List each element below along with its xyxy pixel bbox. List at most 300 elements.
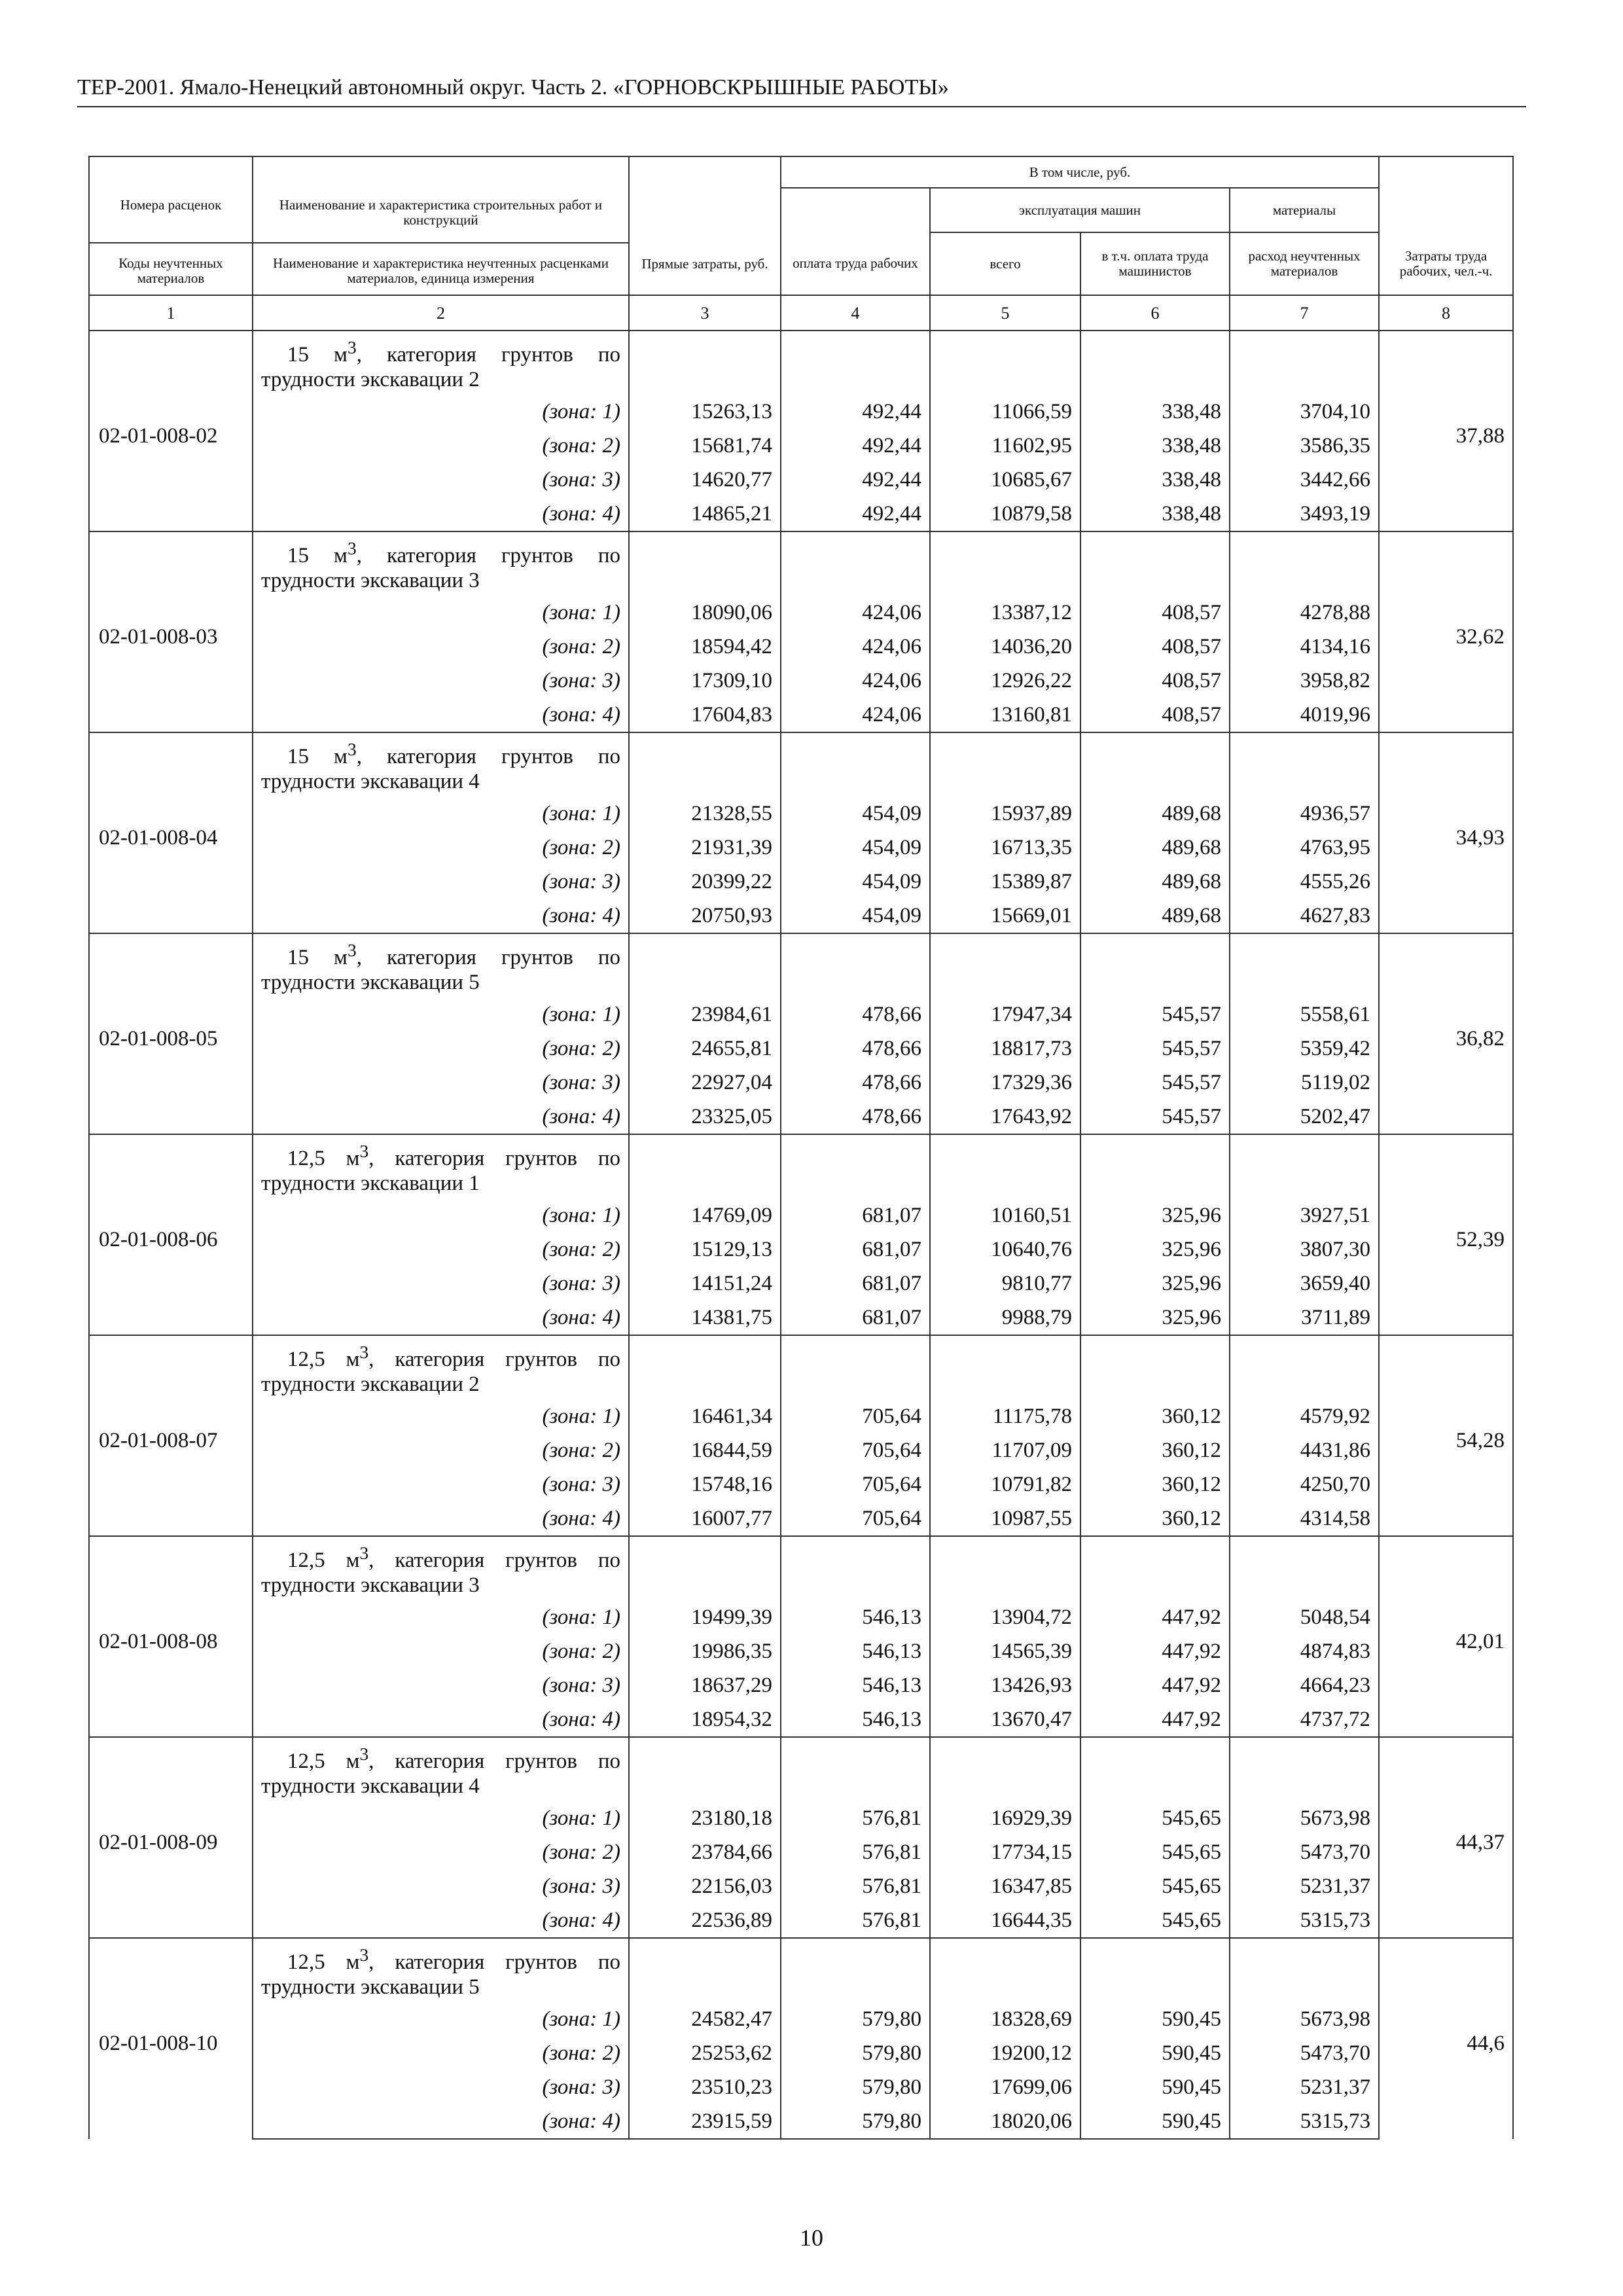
- worker-pay-value: 454,09: [781, 797, 930, 831]
- empty-cell: [1230, 1536, 1379, 1600]
- direct-costs-value: 17604,83: [629, 698, 781, 732]
- zone-row: [89, 2104, 1513, 2139]
- rate-name-text: [261, 1342, 621, 1396]
- operator-pay-value: 545,57: [1080, 1066, 1230, 1100]
- rate-name-volume: 12,5 м: [287, 1348, 360, 1371]
- direct-costs-value: 23180,18: [629, 1801, 781, 1835]
- rate-name-description: , категория грунтов по трудности экскавации 5: [261, 946, 621, 994]
- machines-total-value: 10160,51: [930, 1198, 1080, 1232]
- zone-row: [89, 1198, 1513, 1232]
- machines-total-value: 15669,01: [930, 899, 1080, 933]
- materials-value: 5231,37: [1230, 1869, 1379, 1903]
- zone-row: [89, 664, 1513, 698]
- rate-name: [253, 1737, 629, 1801]
- column-number: 8: [1379, 295, 1513, 331]
- rate-name: [253, 933, 629, 997]
- zone-row: [89, 1031, 1513, 1066]
- machines-total-value: 17643,92: [930, 1100, 1080, 1134]
- worker-pay-value: 705,64: [781, 1501, 930, 1536]
- rate-name-volume: 12,5 м: [287, 1749, 360, 1773]
- worker-pay-value: 681,07: [781, 1266, 930, 1300]
- empty-cell: [781, 732, 930, 797]
- labor-cost: 54,28: [1379, 1335, 1513, 1536]
- zone-label: (зона: 4): [253, 899, 629, 933]
- zone-row: [89, 1600, 1513, 1634]
- direct-costs-value: 21328,55: [629, 797, 781, 831]
- rate-name-superscript: 3: [347, 337, 357, 357]
- zone-label: (зона: 3): [253, 463, 629, 497]
- materials-value: 4019,96: [1230, 698, 1379, 732]
- worker-pay-value: 576,81: [781, 1835, 930, 1869]
- zone-label: (зона: 4): [253, 1300, 629, 1335]
- operator-pay-value: 489,68: [1080, 865, 1230, 899]
- direct-costs-value: 25253,62: [629, 2036, 781, 2070]
- worker-pay-value: 478,66: [781, 1031, 930, 1066]
- zone-row: [89, 865, 1513, 899]
- operator-pay-value: 545,65: [1080, 1869, 1230, 1903]
- zone-row: [89, 1100, 1513, 1134]
- materials-value: 3704,10: [1230, 395, 1379, 429]
- rate-title-row: [89, 331, 1513, 395]
- direct-costs-value: 21931,39: [629, 831, 781, 865]
- rate-name-volume: 15 м: [287, 946, 348, 969]
- rate-name-description: , категория грунтов по трудности экскавации 3: [261, 1549, 621, 1597]
- rate-name: [253, 331, 629, 395]
- rate-name-text: [261, 1945, 621, 1999]
- materials-value: 4763,95: [1230, 831, 1379, 865]
- operator-pay-value: 408,57: [1080, 596, 1230, 630]
- rate-name: [253, 1335, 629, 1399]
- zone-row: [89, 997, 1513, 1031]
- empty-cell: [1230, 1134, 1379, 1198]
- empty-cell: [629, 732, 781, 797]
- worker-pay-value: 478,66: [781, 1066, 930, 1100]
- worker-pay-value: 424,06: [781, 596, 930, 630]
- operator-pay-value: 447,92: [1080, 1702, 1230, 1737]
- empty-cell: [930, 933, 1080, 997]
- page-number: 10: [800, 2225, 823, 2251]
- zone-label: (зона: 1): [253, 1198, 629, 1232]
- direct-costs-value: 14620,77: [629, 463, 781, 497]
- operator-pay-value: 338,48: [1080, 497, 1230, 531]
- labor-cost: 52,39: [1379, 1134, 1513, 1335]
- rate-name-description: , категория грунтов по трудности экскавации 2: [261, 343, 621, 391]
- header-including: В том числе, руб.: [781, 156, 1379, 188]
- machines-total-value: 18817,73: [930, 1031, 1080, 1066]
- empty-cell: [781, 1536, 930, 1600]
- zone-label: (зона: 4): [253, 2104, 629, 2139]
- rate-name: [253, 1134, 629, 1198]
- machines-total-value: 14036,20: [930, 630, 1080, 664]
- empty-cell: [1230, 1335, 1379, 1399]
- machines-total-value: 17734,15: [930, 1835, 1080, 1869]
- direct-costs-value: 20750,93: [629, 899, 781, 933]
- zone-row: [89, 1801, 1513, 1835]
- header-worker-pay: оплата труда рабочих: [781, 188, 930, 295]
- zone-row: [89, 1501, 1513, 1536]
- machines-total-value: 16713,35: [930, 831, 1080, 865]
- page-header: ТЕР-2001. Ямало-Ненецкий автономный округ. Часть 2. «ГОРНОВСКРЫШНЫЕ РАБОТЫ»: [77, 75, 949, 99]
- machines-total-value: 12926,22: [930, 664, 1080, 698]
- rate-name-description: , категория грунтов по трудности экскавации 4: [261, 1749, 621, 1798]
- machines-total-value: 13904,72: [930, 1600, 1080, 1634]
- rate-name-superscript: 3: [359, 1744, 369, 1764]
- worker-pay-value: 478,66: [781, 997, 930, 1031]
- rate-name-text: [261, 538, 621, 592]
- operator-pay-value: 338,48: [1080, 429, 1230, 463]
- operator-pay-value: 590,45: [1080, 2070, 1230, 2104]
- operator-pay-value: 325,96: [1080, 1300, 1230, 1335]
- empty-cell: [1230, 331, 1379, 395]
- rate-group: [89, 531, 1513, 732]
- direct-costs-value: 14381,75: [629, 1300, 781, 1335]
- rate-code: 02-01-008-02: [89, 331, 253, 531]
- rate-name-description: , категория грунтов по трудности экскавации 4: [261, 745, 621, 793]
- zone-row: [89, 497, 1513, 531]
- zone-label: (зона: 1): [253, 1399, 629, 1433]
- materials-value: 5473,70: [1230, 1835, 1379, 1869]
- empty-cell: [930, 1335, 1080, 1399]
- worker-pay-value: 576,81: [781, 1869, 930, 1903]
- rate-code: 02-01-008-06: [89, 1134, 253, 1335]
- zone-label: (зона: 1): [253, 797, 629, 831]
- worker-pay-value: 546,13: [781, 1634, 930, 1668]
- materials-value: 3927,51: [1230, 1198, 1379, 1232]
- machines-total-value: 10640,76: [930, 1232, 1080, 1266]
- worker-pay-value: 424,06: [781, 698, 930, 732]
- worker-pay-value: 579,80: [781, 2002, 930, 2036]
- direct-costs-value: 23984,61: [629, 997, 781, 1031]
- materials-value: 4250,70: [1230, 1467, 1379, 1501]
- labor-cost: 44,6: [1379, 1938, 1513, 2139]
- operator-pay-value: 545,57: [1080, 1100, 1230, 1134]
- worker-pay-value: 454,09: [781, 831, 930, 865]
- worker-pay-value: 705,64: [781, 1467, 930, 1501]
- labor-cost: 44,37: [1379, 1737, 1513, 1938]
- column-number: 1: [89, 295, 253, 331]
- materials-value: 4555,26: [1230, 865, 1379, 899]
- machines-total-value: 16644,35: [930, 1903, 1080, 1938]
- zone-row: [89, 395, 1513, 429]
- worker-pay-value: 579,80: [781, 2070, 930, 2104]
- machines-total-value: 11707,09: [930, 1433, 1080, 1467]
- worker-pay-value: 579,80: [781, 2036, 930, 2070]
- rate-name-superscript: 3: [359, 1141, 369, 1161]
- operator-pay-value: 360,12: [1080, 1467, 1230, 1501]
- direct-costs-value: 15263,13: [629, 395, 781, 429]
- materials-value: 4874,83: [1230, 1634, 1379, 1668]
- zone-label: (зона: 1): [253, 395, 629, 429]
- direct-costs-value: 23510,23: [629, 2070, 781, 2104]
- zone-label: (зона: 1): [253, 1801, 629, 1835]
- rate-name-text: [261, 1141, 621, 1195]
- header-rate-numbers: Номера расценок: [120, 197, 222, 213]
- zone-row: [89, 1668, 1513, 1702]
- rate-code: 02-01-008-08: [89, 1536, 253, 1737]
- materials-value: 3586,35: [1230, 429, 1379, 463]
- header-operator-pay: в т.ч. оплата труда машинистов: [1080, 232, 1230, 295]
- zone-row: [89, 698, 1513, 732]
- zone-row: [89, 463, 1513, 497]
- zone-label: (зона: 2): [253, 1835, 629, 1869]
- rate-name-superscript: 3: [359, 1342, 369, 1362]
- rate-name-volume: 15 м: [287, 343, 348, 367]
- worker-pay-value: 492,44: [781, 497, 930, 531]
- empty-cell: [1230, 531, 1379, 596]
- machines-total-value: 15389,87: [930, 865, 1080, 899]
- column-number: 5: [930, 295, 1080, 331]
- rate-code: 02-01-008-03: [89, 531, 253, 732]
- machines-total-value: 18020,06: [930, 2104, 1080, 2139]
- empty-cell: [1080, 732, 1230, 797]
- materials-value: 4737,72: [1230, 1702, 1379, 1737]
- rate-name-description: , категория грунтов по трудности экскавации 5: [261, 1950, 621, 1999]
- machines-total-value: 10879,58: [930, 497, 1080, 531]
- machines-total-value: 19200,12: [930, 2036, 1080, 2070]
- column-number: 3: [629, 295, 781, 331]
- zone-row: [89, 1266, 1513, 1300]
- header-machines-total: всего: [930, 232, 1080, 295]
- rate-code: 02-01-008-05: [89, 933, 253, 1134]
- rate-title-row: [89, 732, 1513, 797]
- zone-label: (зона: 2): [253, 1031, 629, 1066]
- empty-cell: [1080, 331, 1230, 395]
- direct-costs-value: 18954,32: [629, 1702, 781, 1737]
- empty-cell: [1080, 1938, 1230, 2002]
- empty-cell: [1080, 1335, 1230, 1399]
- machines-total-value: 14565,39: [930, 1634, 1080, 1668]
- operator-pay-value: 447,92: [1080, 1600, 1230, 1634]
- worker-pay-value: 579,80: [781, 2104, 930, 2139]
- materials-value: 4314,58: [1230, 1501, 1379, 1536]
- machines-total-value: 13426,93: [930, 1668, 1080, 1702]
- header-unaccounted-materials: расход неучтенных материалов: [1230, 232, 1379, 295]
- direct-costs-value: 16844,59: [629, 1433, 781, 1467]
- machines-total-value: 11175,78: [930, 1399, 1080, 1433]
- worker-pay-value: 705,64: [781, 1433, 930, 1467]
- worker-pay-value: 681,07: [781, 1300, 930, 1335]
- rate-name: [253, 531, 629, 596]
- worker-pay-value: 492,44: [781, 395, 930, 429]
- worker-pay-value: 424,06: [781, 664, 930, 698]
- worker-pay-value: 681,07: [781, 1232, 930, 1266]
- rate-title-row: [89, 531, 1513, 596]
- materials-value: 3958,82: [1230, 664, 1379, 698]
- labor-cost: 32,62: [1379, 531, 1513, 732]
- zone-row: [89, 1869, 1513, 1903]
- operator-pay-value: 590,45: [1080, 2036, 1230, 2070]
- materials-value: 4579,92: [1230, 1399, 1379, 1433]
- column-number: 6: [1080, 295, 1230, 331]
- empty-cell: [1230, 732, 1379, 797]
- zone-row: [89, 1232, 1513, 1266]
- zone-label: (зона: 3): [253, 865, 629, 899]
- materials-value: 5231,37: [1230, 2070, 1379, 2104]
- operator-pay-value: 338,48: [1080, 395, 1230, 429]
- zone-label: (зона: 4): [253, 698, 629, 732]
- operator-pay-value: 545,65: [1080, 1835, 1230, 1869]
- materials-value: 4936,57: [1230, 797, 1379, 831]
- header-material-codes: Коды неучтенных материалов: [118, 255, 223, 286]
- header-work-name: Наименование и характеристика строительных работ и конструкций: [279, 197, 603, 228]
- zone-row: [89, 831, 1513, 865]
- materials-value: 3442,66: [1230, 463, 1379, 497]
- header-rule: [77, 106, 1526, 107]
- header-direct-costs: Прямые затраты, руб.: [629, 156, 781, 295]
- empty-cell: [1080, 1737, 1230, 1801]
- direct-costs-value: 18090,06: [629, 596, 781, 630]
- rate-group: [89, 1335, 1513, 1536]
- empty-cell: [781, 1737, 930, 1801]
- machines-total-value: 17947,34: [930, 997, 1080, 1031]
- materials-value: 4134,16: [1230, 630, 1379, 664]
- empty-cell: [781, 1134, 930, 1198]
- rate-name-superscript: 3: [347, 739, 357, 759]
- rate-title-row: [89, 1938, 1513, 2002]
- zone-row: [89, 797, 1513, 831]
- zone-row: [89, 2070, 1513, 2104]
- rate-name-superscript: 3: [359, 1945, 369, 1965]
- zone-row: [89, 1634, 1513, 1668]
- operator-pay-value: 408,57: [1080, 698, 1230, 732]
- zone-label: (зона: 3): [253, 1668, 629, 1702]
- direct-costs-value: 24582,47: [629, 2002, 781, 2036]
- empty-cell: [1080, 933, 1230, 997]
- direct-costs-value: 14769,09: [629, 1198, 781, 1232]
- rate-name: [253, 732, 629, 797]
- rate-title-row: [89, 1335, 1513, 1399]
- empty-cell: [1230, 1938, 1379, 2002]
- zone-row: [89, 2036, 1513, 2070]
- rate-name-text: [261, 1744, 621, 1798]
- machines-total-value: 13160,81: [930, 698, 1080, 732]
- zone-label: (зона: 3): [253, 1869, 629, 1903]
- rate-name-superscript: 3: [347, 940, 357, 960]
- empty-cell: [930, 531, 1080, 596]
- rate-code: 02-01-008-04: [89, 732, 253, 933]
- header-material-name: Наименование и характеристика неучтенных расценками материалов, единица измерения: [273, 255, 609, 286]
- zone-label: (зона: 2): [253, 1433, 629, 1467]
- machines-total-value: 9810,77: [930, 1266, 1080, 1300]
- zone-label: (зона: 4): [253, 1702, 629, 1737]
- header-rate-code-cell: [89, 156, 253, 295]
- empty-cell: [629, 1737, 781, 1801]
- materials-value: 5119,02: [1230, 1066, 1379, 1100]
- zone-row: [89, 429, 1513, 463]
- labor-cost: 42,01: [1379, 1536, 1513, 1737]
- direct-costs-value: 22927,04: [629, 1066, 781, 1100]
- rate-group: [89, 1536, 1513, 1737]
- zone-row: [89, 1835, 1513, 1869]
- operator-pay-value: 360,12: [1080, 1433, 1230, 1467]
- rates-table: [88, 156, 1514, 2140]
- zone-label: (зона: 1): [253, 596, 629, 630]
- rate-name-volume: 15 м: [287, 544, 348, 567]
- table-header: [89, 156, 1513, 331]
- machines-total-value: 17329,36: [930, 1066, 1080, 1100]
- materials-value: 5673,98: [1230, 2002, 1379, 2036]
- zone-label: (зона: 3): [253, 1467, 629, 1501]
- rate-code: 02-01-008-10: [89, 1938, 253, 2139]
- rate-title-row: [89, 933, 1513, 997]
- machines-total-value: 9988,79: [930, 1300, 1080, 1335]
- column-number: 4: [781, 295, 930, 331]
- empty-cell: [781, 1938, 930, 2002]
- materials-value: 5558,61: [1230, 997, 1379, 1031]
- rate-group: [89, 732, 1513, 933]
- materials-value: 5315,73: [1230, 1903, 1379, 1938]
- materials-value: 5359,42: [1230, 1031, 1379, 1066]
- header-divider: [253, 242, 628, 243]
- direct-costs-value: 15681,74: [629, 429, 781, 463]
- rate-group: [89, 331, 1513, 531]
- zone-label: (зона: 1): [253, 2002, 629, 2036]
- direct-costs-value: 18594,42: [629, 630, 781, 664]
- worker-pay-value: 546,13: [781, 1600, 930, 1634]
- worker-pay-value: 492,44: [781, 463, 930, 497]
- worker-pay-value: 546,13: [781, 1668, 930, 1702]
- labor-cost: 34,93: [1379, 732, 1513, 933]
- empty-cell: [1080, 531, 1230, 596]
- header-labor: Затраты труда рабочих, чел.-ч.: [1379, 156, 1513, 295]
- empty-cell: [930, 1938, 1080, 2002]
- machines-total-value: 16347,85: [930, 1869, 1080, 1903]
- materials-value: 3807,30: [1230, 1232, 1379, 1266]
- materials-value: 5315,73: [1230, 2104, 1379, 2139]
- worker-pay-value: 576,81: [781, 1903, 930, 1938]
- zone-row: [89, 630, 1513, 664]
- machines-total-value: 10987,55: [930, 1501, 1080, 1536]
- labor-cost: 36,82: [1379, 933, 1513, 1134]
- operator-pay-value: 489,68: [1080, 797, 1230, 831]
- materials-value: 3711,89: [1230, 1300, 1379, 1335]
- zone-row: [89, 1300, 1513, 1335]
- operator-pay-value: 408,57: [1080, 664, 1230, 698]
- zone-row: [89, 1903, 1513, 1938]
- direct-costs-value: 20399,22: [629, 865, 781, 899]
- rate-title-row: [89, 1737, 1513, 1801]
- worker-pay-value: 454,09: [781, 865, 930, 899]
- worker-pay-value: 424,06: [781, 630, 930, 664]
- column-number: 2: [253, 295, 629, 331]
- direct-costs-value: 17309,10: [629, 664, 781, 698]
- machines-total-value: 16929,39: [930, 1801, 1080, 1835]
- empty-cell: [1230, 933, 1379, 997]
- direct-costs-value: 15129,13: [629, 1232, 781, 1266]
- zone-row: [89, 596, 1513, 630]
- materials-value: 4431,86: [1230, 1433, 1379, 1467]
- zone-label: (зона: 4): [253, 1903, 629, 1938]
- zone-label: (зона: 2): [253, 831, 629, 865]
- zone-label: (зона: 1): [253, 1600, 629, 1634]
- empty-cell: [629, 531, 781, 596]
- rate-name-volume: 15 м: [287, 745, 348, 768]
- machines-total-value: 18328,69: [930, 2002, 1080, 2036]
- column-number: 7: [1230, 295, 1379, 331]
- empty-cell: [930, 732, 1080, 797]
- worker-pay-value: 492,44: [781, 429, 930, 463]
- direct-costs-value: 18637,29: [629, 1668, 781, 1702]
- zone-label: (зона: 3): [253, 664, 629, 698]
- materials-value: 5673,98: [1230, 1801, 1379, 1835]
- zone-row: [89, 1467, 1513, 1501]
- rate-name-text: [261, 940, 621, 994]
- header-materials: материалы: [1230, 188, 1379, 232]
- empty-cell: [629, 1134, 781, 1198]
- worker-pay-value: 576,81: [781, 1801, 930, 1835]
- materials-value: 3493,19: [1230, 497, 1379, 531]
- direct-costs-value: 14151,24: [629, 1266, 781, 1300]
